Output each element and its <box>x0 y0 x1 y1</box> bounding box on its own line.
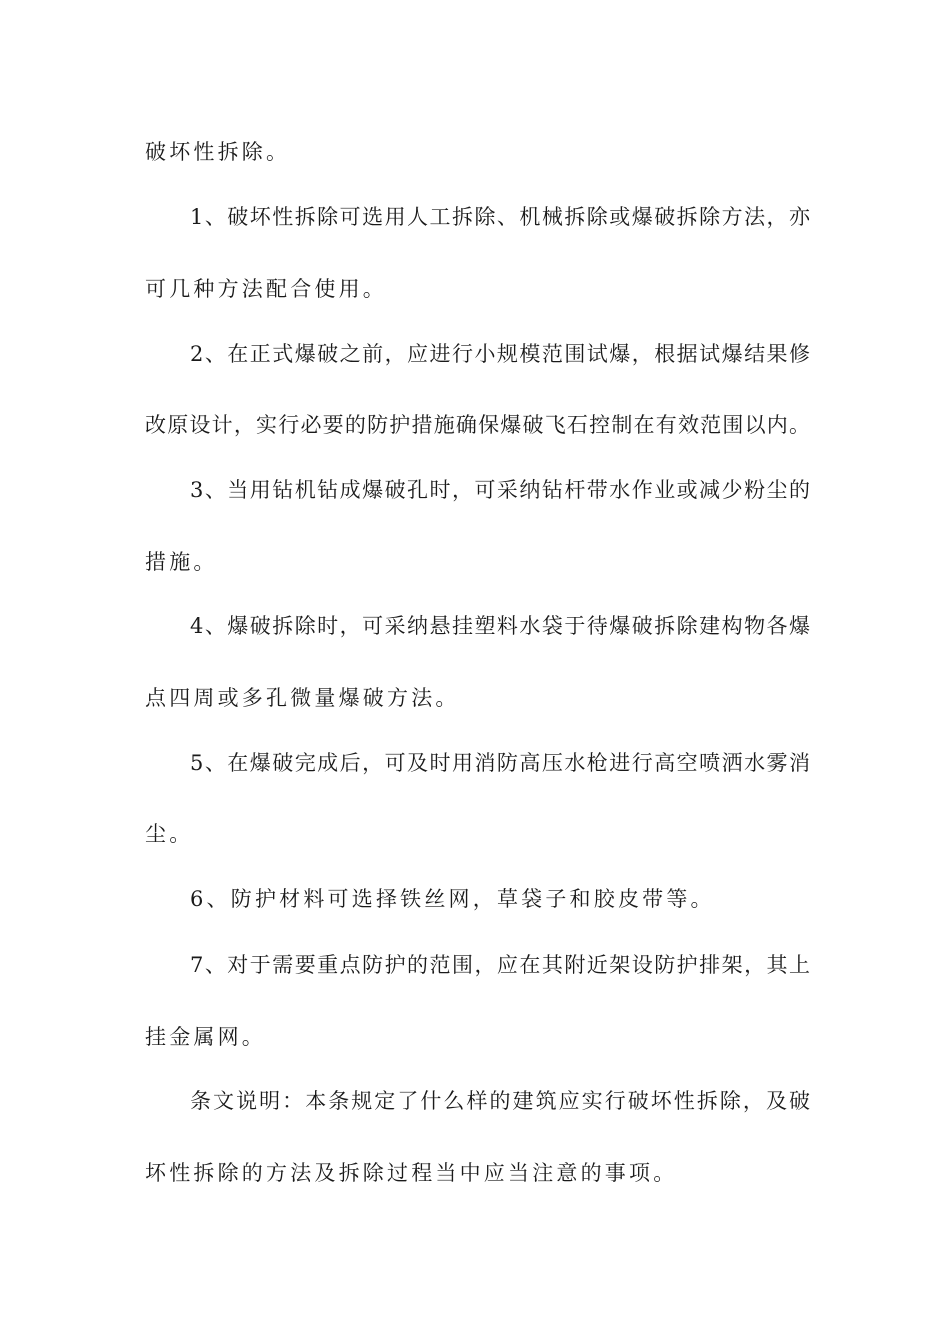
list-item-4-line: 4、爆破拆除时，可采纳悬挂塑料水袋于待爆破拆除建构物各爆 <box>190 614 810 638</box>
text-line: 改原设计，实行必要的防护措施确保爆破飞石控制在有效范围以内。 <box>145 413 810 437</box>
text-line: 破坏性拆除。 <box>145 140 291 164</box>
list-item-7-line: 7、对于需要重点防护的范围，应在其附近架设防护排架，其上 <box>190 953 810 977</box>
text-line: 挂金属网。 <box>145 1025 266 1049</box>
text-line: 点四周或多孔微量爆破方法。 <box>145 686 460 710</box>
list-item-1-line: 1、破坏性拆除可选用人工拆除、机械拆除或爆破拆除方法，亦 <box>190 205 810 229</box>
text-line: 可几种方法配合使用。 <box>145 277 387 301</box>
list-item-2-line: 2、在正式爆破之前，应进行小规模范围试爆，根据试爆结果修 <box>190 342 810 366</box>
explanation-line: 条文说明：本条规定了什么样的建筑应实行破坏性拆除，及破 <box>190 1089 810 1113</box>
text-line: 措施。 <box>145 550 218 574</box>
list-item-6-line: 6、防护材料可选择铁丝网，草袋子和胶皮带等。 <box>190 887 715 911</box>
text-line: 坏性拆除的方法及拆除过程当中应当注意的事项。 <box>145 1161 678 1185</box>
text-line: 尘。 <box>145 822 194 846</box>
list-item-5-line: 5、在爆破完成后，可及时用消防高压水枪进行高空喷洒水雾消 <box>190 751 810 775</box>
list-item-3-line: 3、当用钻机钻成爆破孔时，可采纳钻杆带水作业或减少粉尘的 <box>190 478 810 502</box>
